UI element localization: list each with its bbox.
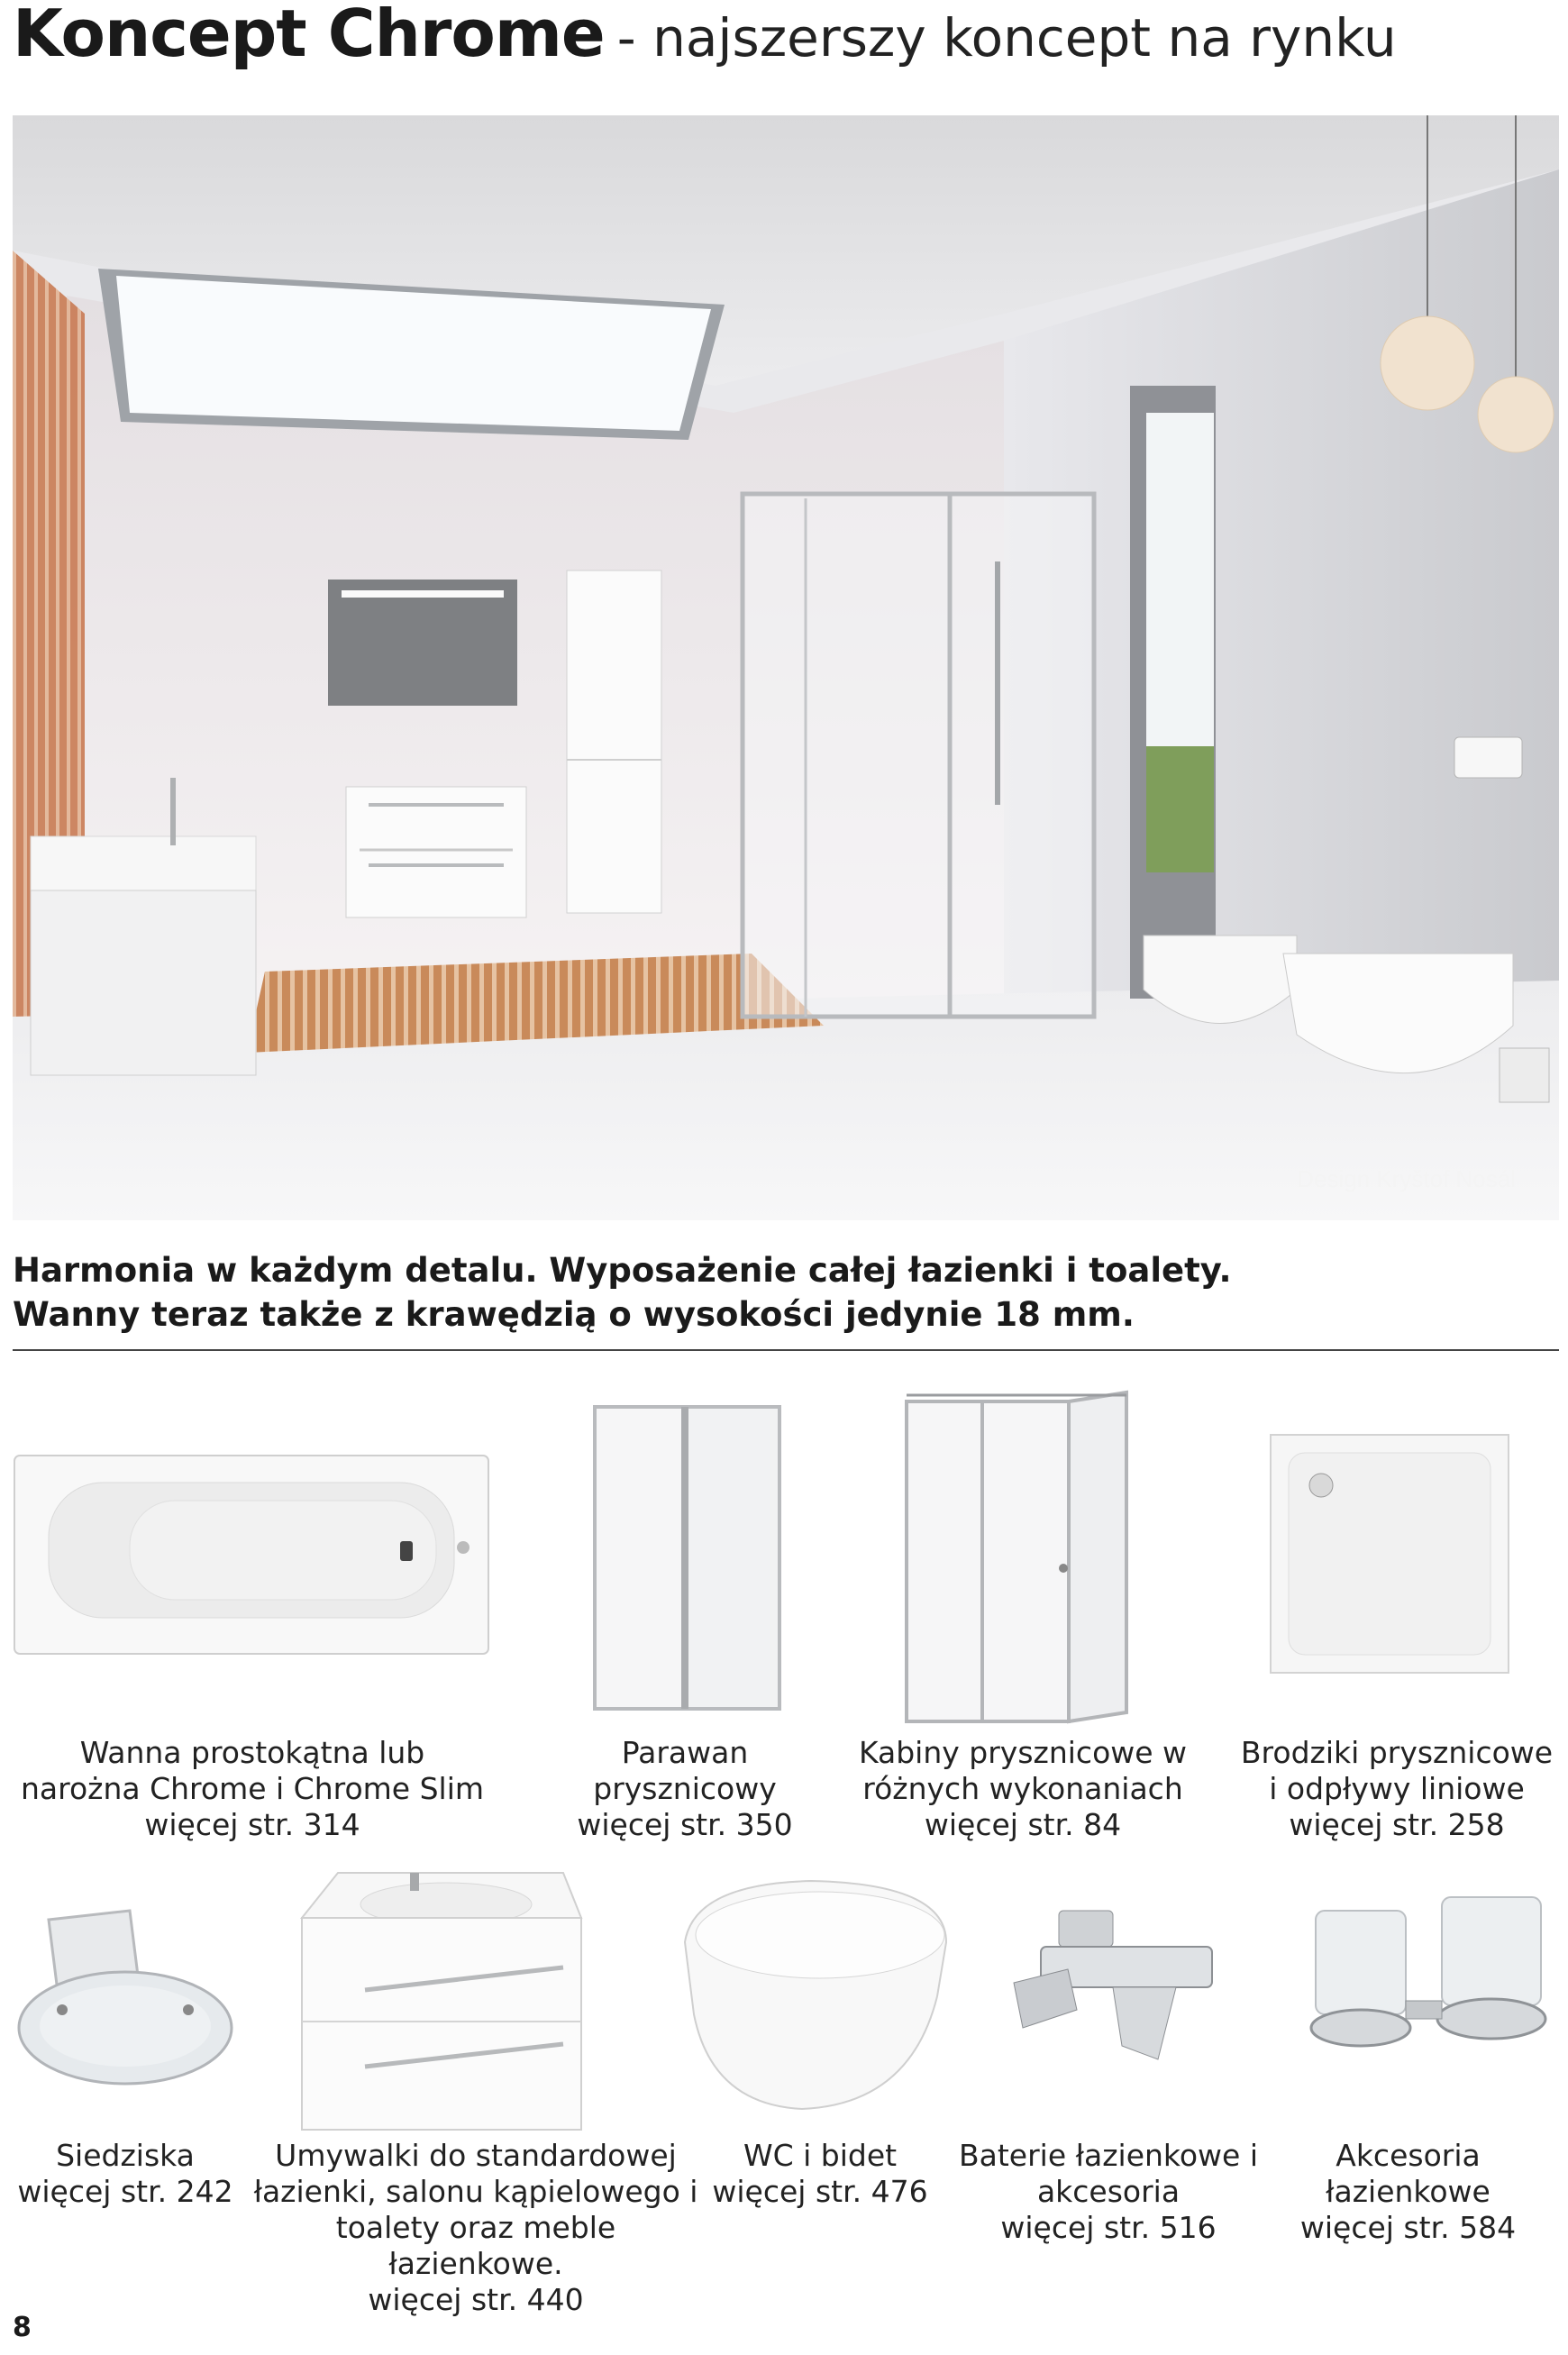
faucet-icon: [1005, 1902, 1226, 2091]
washbasin-cabinet-icon: [293, 1864, 586, 2134]
caption-seats: [13, 2138, 238, 2210]
caption-line: i odpływy liniowe: [1269, 1771, 1525, 1806]
title-subtitle: - najszerszy koncept na rynku: [616, 7, 1397, 68]
caption-page-ref: więcej str. 584: [1299, 2210, 1517, 2245]
caption-line: Umywalki do standardowej: [275, 2138, 677, 2173]
caption-page-ref: więcej str. 242: [17, 2174, 233, 2209]
caption-page-ref: więcej str. 314: [144, 1807, 360, 1842]
caption-line: Parawan: [621, 1735, 749, 1770]
caption-page-ref: więcej str. 476: [712, 2174, 928, 2209]
caption-line: Akcesoria łazienkowe: [1326, 2138, 1491, 2209]
caption-wc: [712, 2138, 928, 2210]
caption-line: narożna Chrome i Chrome Slim: [20, 1771, 485, 1806]
shower-enclosure-icon: [901, 1388, 1137, 1726]
hero-bathroom-image: [13, 115, 1559, 1220]
caption-page-ref: więcej str. 258: [1289, 1807, 1505, 1842]
caption-line: prysznicowy: [593, 1771, 777, 1806]
caption-page-ref: więcej str. 350: [577, 1807, 793, 1842]
caption-bathtub: [18, 1735, 487, 1843]
design-credit: Design Kryštof Nosál: [1297, 1165, 1516, 1192]
caption-line: Baterie łazienkowe i: [958, 2138, 1258, 2173]
divider: [13, 1349, 1559, 1351]
caption-washbasins: [251, 2138, 701, 2318]
caption-line: różnych wykonaniach: [862, 1771, 1183, 1806]
headline-line-1: Harmonia w każdym detalu. Wyposażenie całej łazienki i toalety.: [13, 1251, 1232, 1290]
caption-page-ref: więcej str. 440: [368, 2282, 584, 2317]
headline: [13, 1248, 1232, 1337]
caption-page-ref: więcej str. 84: [924, 1807, 1122, 1842]
caption-line: Kabiny prysznicowe w: [858, 1735, 1188, 1770]
title-bold: Koncept Chrome: [13, 0, 605, 71]
caption-line: Brodziki prysznicowe: [1240, 1735, 1554, 1770]
shower-screen-icon: [586, 1401, 789, 1712]
caption-line: toalety oraz meble łazienkowe.: [335, 2210, 616, 2281]
caption-page-ref: więcej str. 516: [1000, 2210, 1217, 2245]
caption-line: Wanna prostokątna lub: [79, 1735, 425, 1770]
caption-line: łazienki, salonu kąpielowego i: [253, 2174, 698, 2209]
wc-icon: [676, 1870, 955, 2118]
caption-line: Siedziska: [56, 2138, 195, 2173]
caption-shower-screen: [559, 1735, 811, 1843]
page-title: [13, 0, 1397, 78]
caption-faucets: [951, 2138, 1266, 2246]
bathroom-illustration: [13, 115, 1559, 1220]
seat-icon: [13, 1902, 238, 2091]
page-number: 8: [13, 2312, 32, 2343]
caption-line: akcesoria: [1036, 2174, 1181, 2209]
bathtub-icon: [13, 1447, 490, 1663]
caption-shower-enclosure: [852, 1735, 1194, 1843]
caption-line: WC i bidet: [743, 2138, 898, 2173]
shower-tray-icon: [1269, 1433, 1510, 1675]
caption-accessories: [1253, 2138, 1563, 2246]
accessory-holder-icon: [1307, 1893, 1550, 2073]
caption-shower-tray: [1235, 1735, 1559, 1843]
headline-line-2: Wanny teraz także z krawędzią o wysokości jedynie 18 mm.: [13, 1295, 1135, 1334]
